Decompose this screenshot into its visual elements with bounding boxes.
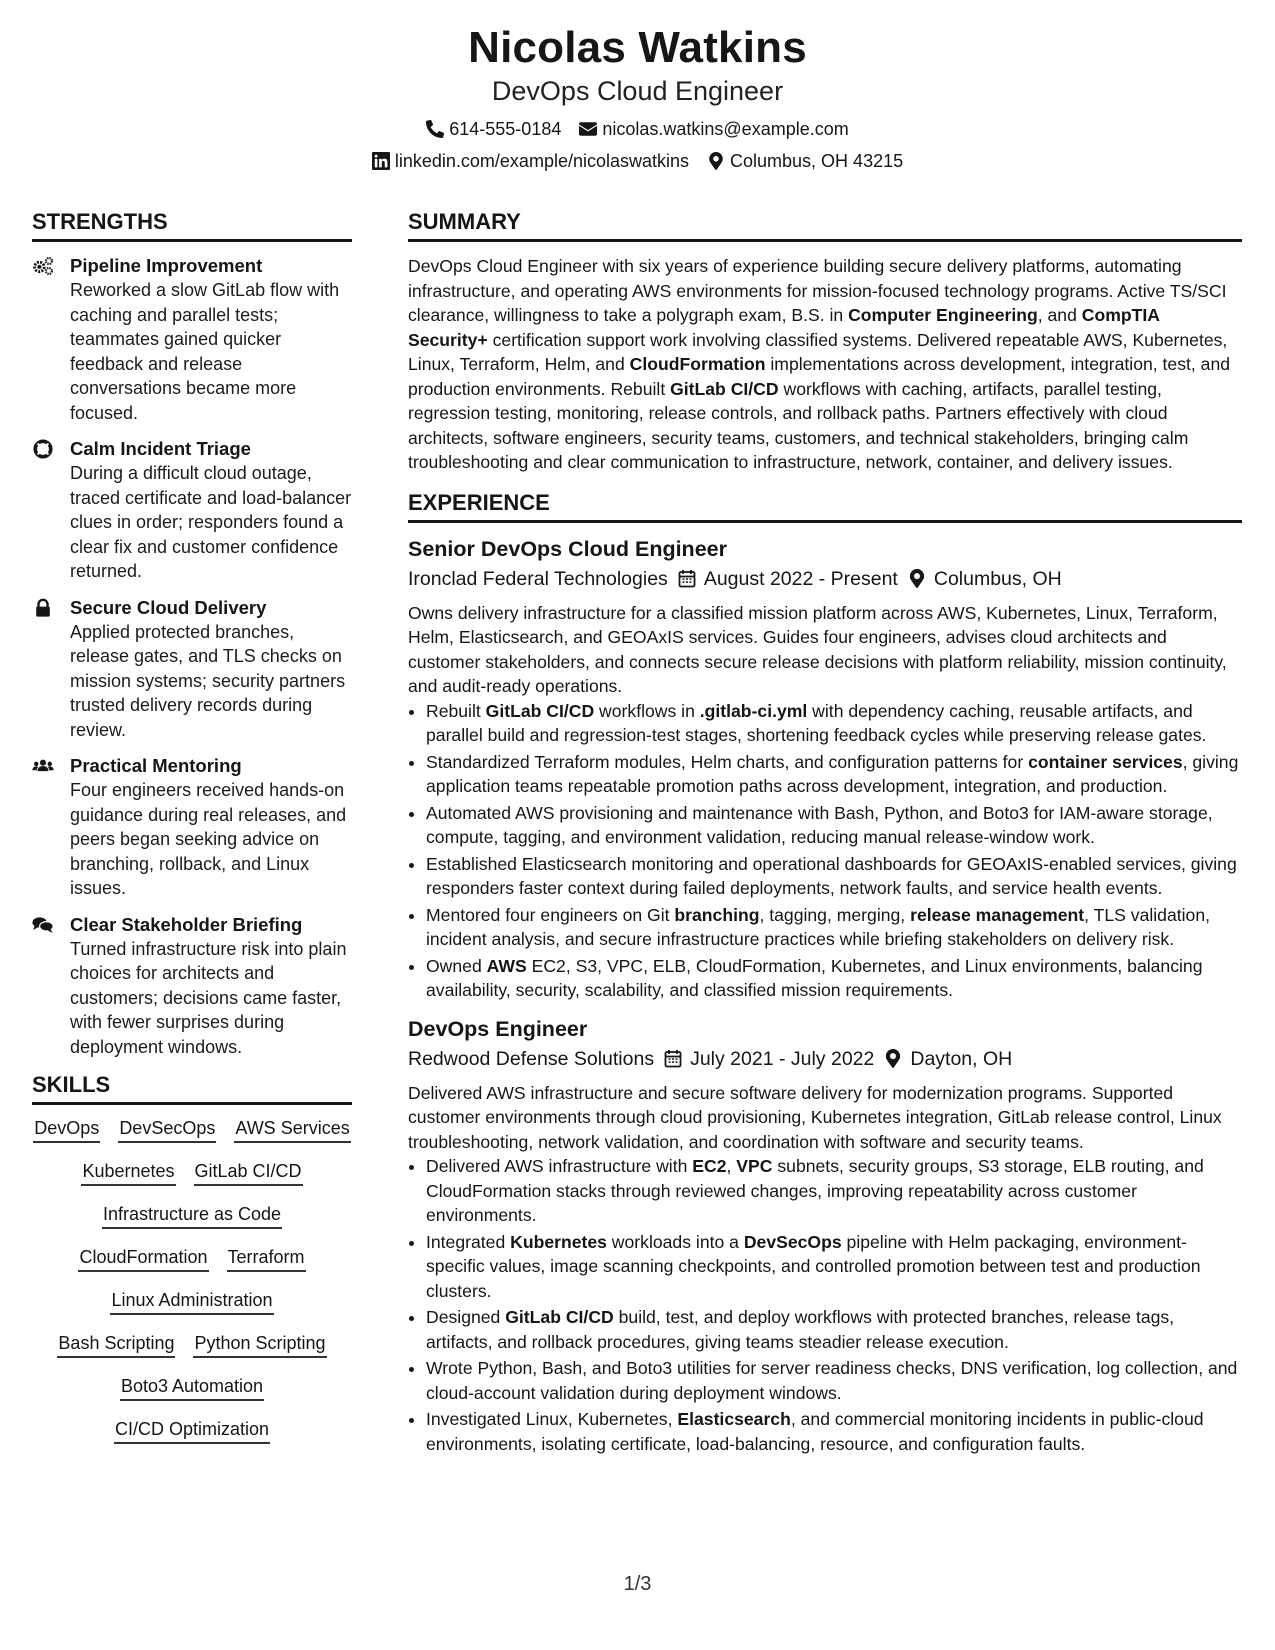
skill-row: [32, 1418, 352, 1444]
job-bullet: • Automated AWS provisioning and maintenance with Bash, Python, and Boto3 for IAM-aware storage, compute, tagging, and environment validation, reducing manual release-window work.: [426, 801, 1242, 850]
strength-desc: Reworked a slow GitLab flow with caching and parallel tests; teammates gained quicker feedback and release conversations became more focused.: [70, 280, 340, 423]
linkedin-icon: [372, 152, 390, 170]
skill-tag: GitLab CI/CD: [194, 1160, 303, 1186]
calendar-icon: [664, 1049, 682, 1068]
emphasis-text: GitLab CI/CD: [670, 378, 779, 399]
skill-row: [32, 1332, 352, 1358]
skill-tag: AWS Services: [234, 1117, 350, 1143]
strengths-heading: STRENGTHS: [32, 208, 352, 242]
skill-row: [32, 1160, 352, 1186]
job-bullets: [408, 1154, 1242, 1456]
job-location: Columbus, OH: [933, 567, 1062, 590]
emphasis-text: Elasticsearch: [677, 1409, 791, 1429]
phone-text: 614-555-0184: [449, 119, 562, 139]
phone-contact: [426, 118, 561, 140]
calendar-icon: [678, 569, 696, 588]
emphasis-text: DevSecOps: [743, 1231, 842, 1252]
left-column: [32, 208, 352, 1461]
emphasis-text: .gitlab-ci.yml: [699, 700, 808, 721]
job-meta: [408, 565, 1242, 593]
job-bullet: • Designed GitLab CI/CD build, test, and deploy workflows with protected branches, release tags, artifacts, and rollback procedures, giving teams steadier release execution.: [426, 1305, 1242, 1354]
strength-item: [32, 913, 352, 1060]
job-description: Delivered AWS infrastructure and secure software delivery for modernization programs. Supported customer environments through cloud provisioning, Kubernetes integration, GitLab release control, Linux troubleshooting, network validation, and coordination with software and security teams.: [408, 1082, 1222, 1152]
page-number: 1/3: [623, 1573, 652, 1595]
lock-icon: [32, 598, 54, 618]
comments-icon: [32, 915, 54, 935]
map-pin-icon: [884, 1049, 902, 1068]
job-bullet: • Rebuilt GitLab CI/CD workflows in .gitlab-ci.yml with dependency caching, reusable artifacts, and parallel build and regression-test stages, shortening feedback cycles while preserving release gates.: [426, 699, 1242, 748]
job-bullet: • Wrote Python, Bash, and Boto3 utilities for server readiness checks, DNS verification, log collection, and cloud-account validation during deployment windows.: [426, 1356, 1242, 1405]
phone-icon: [426, 120, 444, 138]
job-bullet: • Integrated Kubernetes workloads into a DevSecOps pipeline with Helm packaging, environment-specific values, image scanning checkpoints, and controlled promotion between test and production clusters.: [426, 1230, 1242, 1304]
users-icon: [32, 756, 54, 776]
job-entry: [408, 535, 1242, 1003]
emphasis-text: branching: [674, 904, 760, 925]
skill-tag: Terraform: [227, 1246, 306, 1272]
emphasis-text: container services: [1028, 751, 1183, 772]
email-contact[interactable]: [579, 118, 848, 140]
envelope-icon: [579, 120, 597, 138]
linkedin-text: linkedin.com/example/nicolaswatkins: [394, 151, 690, 171]
skill-row: [32, 1289, 352, 1315]
job-dates: July 2021 - July 2022: [690, 1047, 875, 1070]
emphasis-text: EC2: [692, 1156, 727, 1176]
email-text: nicolas.watkins@example.com: [602, 119, 849, 139]
strength-desc: Turned infrastructure risk into plain choices for architects and customers; decisions came faster, with fewer surprises during deployment windows.: [70, 938, 347, 1057]
job-location: Dayton, OH: [910, 1047, 1013, 1070]
strength-desc: During a difficult cloud outage, traced certificate and load-balancer clues in order; responders found a clear fix and customer confidence returned.: [70, 463, 352, 581]
skills-list: [32, 1117, 352, 1444]
strength-title: Pipeline Improvement: [70, 255, 263, 276]
job-company: Redwood Defense Solutions: [408, 1047, 655, 1070]
experience-heading: EXPERIENCE: [408, 489, 1242, 523]
job-company: Ironclad Federal Technologies: [408, 567, 668, 590]
resume-header: [0, 22, 1275, 172]
job-title: Senior DevOps Cloud Engineer: [408, 536, 727, 561]
contact-row-1: [0, 118, 1275, 140]
location-contact: [707, 150, 903, 172]
skill-tag: CI/CD Optimization: [114, 1418, 270, 1444]
map-pin-icon: [707, 152, 725, 170]
job-description: Owns delivery infrastructure for a classified mission platform across AWS, Kubernetes, Linux, Terraform, Helm, Elasticsearch, and GEOAxIS services. Guides four engineers, advises cloud architects and customer stakeholders, and connects secure release decisions with platform reliability, mission continuity, and audit-ready operations.: [408, 602, 1227, 696]
skill-tag: Linux Administration: [110, 1289, 273, 1315]
skill-tag: Python Scripting: [193, 1332, 326, 1358]
job-entry: [408, 1015, 1242, 1457]
strength-title: Calm Incident Triage: [70, 438, 251, 459]
skill-row: [32, 1246, 352, 1272]
emphasis-text: GitLab CI/CD: [505, 1307, 614, 1327]
skill-tag: Infrastructure as Code: [102, 1203, 282, 1229]
strength-item: [32, 254, 352, 425]
strength-desc: Four engineers received hands-on guidance during real releases, and peers began seeking advice on branching, rollback, and Linux issues.: [70, 780, 347, 898]
strength-item: [32, 596, 352, 743]
emphasis-text: CompTIA Security+: [408, 305, 1160, 350]
emphasis-text: CloudFormation: [629, 354, 766, 374]
job-bullets: [408, 699, 1242, 1003]
job-dates: August 2022 - Present: [703, 567, 898, 590]
skill-tag: Bash Scripting: [57, 1332, 175, 1358]
candidate-name: Nicolas Watkins: [468, 23, 807, 72]
strength-item: [32, 437, 352, 584]
job-meta: [408, 1045, 1242, 1073]
job-bullet: • Delivered AWS infrastructure with EC2, VPC subnets, security groups, S3 storage, ELB routing, and CloudFormation stacks through reviewed changes, improving repeatability across customer environments.: [426, 1154, 1242, 1228]
strength-title: Practical Mentoring: [70, 755, 242, 776]
strength-item: [32, 754, 352, 901]
emphasis-text: release management: [910, 904, 1085, 925]
gears-icon: [32, 256, 54, 276]
summary-heading: SUMMARY: [408, 208, 1242, 242]
job-bullet: • Mentored four engineers on Git branching, tagging, merging, release management, TLS validation, incident analysis, and secure infrastructure practices while briefing stakeholders on delivery risk.: [426, 903, 1242, 952]
emphasis-text: VPC: [736, 1156, 773, 1176]
skill-tag: CloudFormation: [78, 1246, 208, 1272]
emphasis-text: GitLab CI/CD: [485, 700, 595, 721]
skill-tag: DevOps: [33, 1117, 100, 1143]
emphasis-text: Computer Engineering: [848, 305, 1038, 325]
strength-title: Secure Cloud Delivery: [70, 596, 267, 618]
skill-tag: Boto3 Automation: [120, 1375, 264, 1401]
lifebuoy-icon: [32, 439, 54, 459]
map-pin-icon: [908, 569, 926, 588]
job-bullet: • Owned AWS EC2, S3, VPC, ELB, CloudFormation, Kubernetes, and Linux environments, balancing availability, security, scalability, and classified mission requirements.: [426, 954, 1242, 1003]
location-text: Columbus, OH 43215: [730, 151, 904, 171]
candidate-title: DevOps Cloud Engineer: [491, 76, 784, 106]
job-bullet: • Investigated Linux, Kubernetes, Elasticsearch, and commercial monitoring incidents in public-cloud environments, isolating certificate, load-balancing, resource, and configuration faults.: [426, 1407, 1242, 1456]
skill-tag: DevSecOps: [118, 1117, 216, 1143]
skill-row: [32, 1375, 352, 1401]
skill-row: [32, 1203, 352, 1229]
job-title: DevOps Engineer: [408, 1016, 588, 1041]
contact-row-2: [0, 150, 1275, 172]
job-bullet: • Established Elasticsearch monitoring and operational dashboards for GEOAxIS-enabled services, giving responders faster context during failed deployments, network faults, and service health events.: [426, 852, 1242, 901]
skill-tag: Kubernetes: [81, 1160, 175, 1186]
summary-text: DevOps Cloud Engineer with six years of experience building secure delivery platforms, automating infrastructure, and operating AWS environments for mission-focused technology programs. Active TS/SCI clearance, willingness to take a polygraph exam, B.S. in Computer Engineering, and CompTIA Security+ certification support work involving classified systems. Delivered repeatable AWS, Kubernetes, Linux, Terraform, Helm, and CloudFormation implementations across development, integration, test, and production environments. Rebuilt GitLab CI/CD workflows with caching, artifacts, parallel testing, regression testing, monitoring, release controls, and rollback paths. Partners effectively with cloud architects, software engineers, security teams, customers, and technical stakeholders, bringing calm troubleshooting and clear communication to infrastructure, network, container, and delivery issues.: [408, 256, 1231, 472]
skill-row: [32, 1117, 352, 1143]
emphasis-text: Kubernetes: [510, 1231, 607, 1252]
strength-desc: Applied protected branches, release gates, and TLS checks on mission systems; security partners trusted delivery records during review.: [70, 621, 346, 740]
strength-title: Clear Stakeholder Briefing: [70, 913, 303, 935]
right-column: [408, 208, 1242, 1468]
skills-heading: SKILLS: [32, 1071, 352, 1105]
job-bullet: • Standardized Terraform modules, Helm charts, and configuration patterns for container services, giving application teams repeatable promotion paths across development, integration, and production.: [426, 750, 1242, 799]
linkedin-contact[interactable]: [372, 150, 689, 172]
emphasis-text: AWS: [486, 955, 527, 976]
